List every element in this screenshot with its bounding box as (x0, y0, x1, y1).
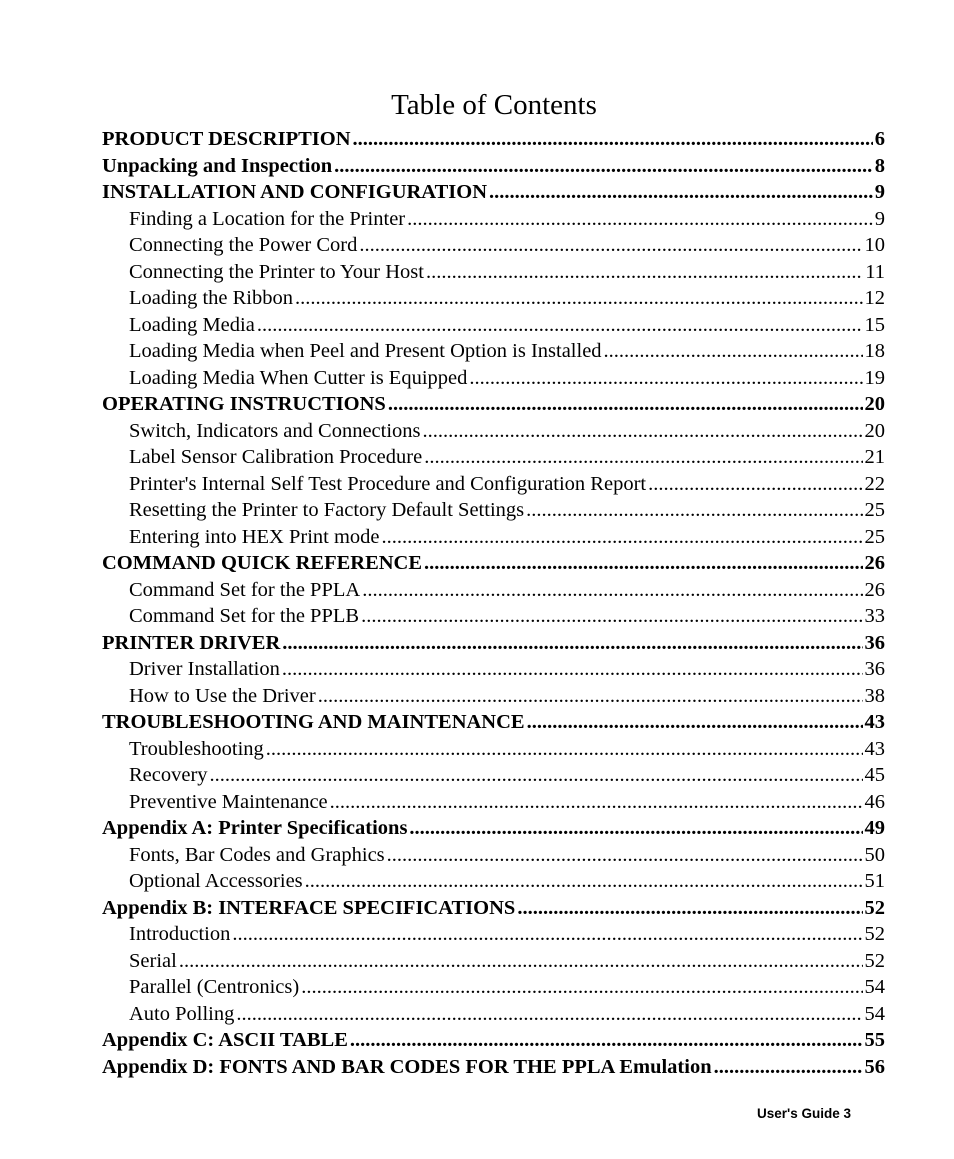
toc-entry[interactable] (102, 1054, 885, 1081)
toc-page-number: 43 (864, 711, 885, 733)
toc-page-number: 26 (864, 552, 885, 574)
toc-page-number: 20 (864, 419, 885, 442)
toc-page-number: 25 (864, 499, 885, 521)
toc-dot-leader (330, 789, 863, 816)
toc-entry-title: OPERATING INSTRUCTIONS (102, 393, 386, 415)
toc-entry[interactable] (102, 762, 885, 789)
toc-entry-title: Recovery (129, 764, 208, 786)
toc-dot-leader (469, 365, 862, 392)
toc-dot-leader (387, 842, 863, 869)
toc-page-number: 45 (864, 764, 885, 786)
toc-page-number: 50 (864, 843, 885, 866)
toc-entry-title: How to Use the Driver (129, 684, 316, 707)
toc-entry-title: Appendix D: FONTS AND BAR CODES FOR THE PPLA Emulation (102, 1055, 712, 1078)
toc-entry-title: Label Sensor Calibration Procedure (129, 446, 423, 468)
toc-dot-leader (232, 921, 862, 948)
toc-entry[interactable] (102, 365, 885, 392)
toc-page-number: 51 (864, 870, 885, 892)
toc-dot-leader (648, 471, 862, 498)
toc-page-number: 18 (864, 340, 885, 362)
toc-entry-title: Finding a Location for the Printer (129, 207, 406, 230)
toc-entry-title: Troubleshooting (129, 737, 264, 760)
toc-page-number: 52 (864, 923, 885, 945)
toc-entry[interactable] (102, 1001, 885, 1028)
toc-entry[interactable] (102, 391, 885, 418)
toc-dot-leader (362, 577, 862, 604)
toc-page-number: 43 (864, 737, 885, 760)
toc-dot-leader (714, 1054, 863, 1081)
toc-entry-title: Appendix B: INTERFACE SPECIFICATIONS (102, 896, 516, 919)
toc-page-number: 54 (864, 976, 885, 998)
toc-entry-title: Loading Media When Cutter is Equipped (129, 366, 468, 389)
toc-page-number: 10 (864, 234, 885, 256)
toc-page-number: 12 (864, 287, 885, 309)
toc-entry-title: Connecting the Power Cord (129, 234, 358, 256)
toc-entry[interactable] (102, 1027, 885, 1054)
toc-entry-title: TROUBLESHOOTING AND MAINTENANCE (102, 711, 525, 733)
toc-dot-leader (179, 948, 863, 975)
toc-entry-title: Appendix A: Printer Specifications (102, 817, 408, 839)
toc-entry-title: Switch, Indicators and Connections (129, 419, 421, 442)
page-title: Table of Contents (391, 89, 597, 122)
toc-page-number: 55 (864, 1029, 885, 1051)
toc-entry[interactable] (102, 948, 885, 975)
toc-entry-title: Parallel (Centronics) (129, 976, 300, 998)
toc-page-number: 9 (874, 181, 885, 203)
toc-entry-title: Fonts, Bar Codes and Graphics (129, 843, 385, 866)
toc-entry-title: INSTALLATION AND CONFIGURATION (102, 181, 487, 203)
toc-page-number: 54 (864, 1002, 885, 1025)
toc-entry[interactable] (102, 577, 885, 604)
toc-entry[interactable] (102, 815, 885, 842)
page-footer: User's Guide 3 (757, 1106, 851, 1121)
toc-entry[interactable] (102, 285, 885, 312)
toc-page-number: 46 (864, 790, 885, 813)
toc-entry-title: PRODUCT DESCRIPTION (102, 128, 351, 150)
toc-dot-leader (359, 232, 862, 259)
toc-entry[interactable] (102, 312, 885, 339)
toc-page-number: 22 (864, 472, 885, 495)
toc-entry-title: Loading Media when Peel and Present Option is Installed (129, 340, 602, 362)
toc-dot-leader (409, 815, 862, 842)
toc-page-number: 56 (864, 1055, 885, 1078)
toc-entry[interactable] (102, 153, 885, 180)
toc-entry[interactable] (102, 206, 885, 233)
toc-entry[interactable] (102, 789, 885, 816)
toc-entry-title: Introduction (129, 923, 231, 945)
toc-entry-title: Connecting the Printer to Your Host (129, 260, 424, 283)
toc-dot-leader (527, 709, 863, 736)
toc-entry[interactable] (102, 179, 885, 206)
toc-dot-leader (282, 656, 863, 683)
toc-dot-leader (301, 974, 862, 1001)
toc-dot-leader (236, 1001, 862, 1028)
toc-dot-leader (604, 338, 863, 365)
toc-page-number: 21 (864, 446, 885, 468)
toc-dot-leader (489, 179, 873, 206)
toc-dot-leader (424, 444, 862, 471)
toc-page-number: 49 (864, 817, 885, 839)
toc-entry-title: Unpacking and Inspection (102, 154, 333, 177)
toc-entry[interactable] (102, 603, 885, 630)
toc-dot-leader (424, 550, 862, 577)
toc-entry-title: PRINTER DRIVER (102, 631, 281, 654)
toc-page-number: 20 (864, 393, 885, 415)
toc-entry[interactable] (102, 683, 885, 710)
toc-page-number: 36 (864, 658, 885, 680)
toc-page-number: 52 (864, 896, 885, 919)
toc-entry-title: Serial (129, 949, 177, 972)
toc-entry[interactable] (102, 259, 885, 286)
toc-dot-leader (305, 868, 863, 895)
toc-dot-leader (526, 497, 862, 524)
toc-page-number: 52 (864, 949, 885, 972)
toc-entry[interactable] (102, 550, 885, 577)
table-of-contents (102, 126, 885, 1080)
toc-dot-leader (266, 736, 863, 763)
toc-entry[interactable] (102, 842, 885, 869)
toc-entry[interactable] (102, 524, 885, 551)
toc-dot-leader (426, 259, 863, 286)
toc-entry-title: Loading Media (129, 313, 255, 336)
toc-dot-leader (407, 206, 873, 233)
toc-dot-leader (257, 312, 863, 339)
toc-dot-leader (382, 524, 863, 551)
toc-entry[interactable] (102, 868, 885, 895)
toc-entry-title: Resetting the Printer to Factory Default Settings (129, 499, 525, 521)
toc-entry[interactable] (102, 471, 885, 498)
toc-entry[interactable] (102, 736, 885, 763)
toc-dot-leader (388, 391, 863, 418)
toc-entry[interactable] (102, 974, 885, 1001)
toc-entry-title: Auto Polling (129, 1002, 235, 1025)
toc-page-number: 15 (864, 313, 885, 336)
toc-entry-title: Preventive Maintenance (129, 790, 328, 813)
toc-dot-leader (210, 762, 863, 789)
toc-entry[interactable] (102, 656, 885, 683)
toc-entry[interactable] (102, 338, 885, 365)
toc-dot-leader (361, 603, 862, 630)
toc-page-number: 9 (874, 207, 885, 230)
toc-entry-title: Loading the Ribbon (129, 287, 293, 309)
toc-page-number: 33 (864, 605, 885, 627)
toc-entry-title: Appendix C: ASCII TABLE (102, 1029, 348, 1051)
toc-entry[interactable] (102, 630, 885, 657)
toc-dot-leader (282, 630, 862, 657)
toc-entry[interactable] (102, 921, 885, 948)
toc-page-number: 36 (864, 631, 885, 654)
toc-dot-leader (318, 683, 863, 710)
toc-page-number: 6 (874, 128, 885, 150)
toc-page-number: 19 (864, 366, 885, 389)
toc-entry[interactable] (102, 497, 885, 524)
toc-entry[interactable] (102, 895, 885, 922)
toc-dot-leader (353, 126, 873, 153)
toc-dot-leader (423, 418, 863, 445)
toc-dot-leader (517, 895, 862, 922)
toc-dot-leader (350, 1027, 863, 1054)
toc-page-number: 25 (864, 525, 885, 548)
toc-entry[interactable] (102, 232, 885, 259)
toc-entry-title: COMMAND QUICK REFERENCE (102, 552, 423, 574)
toc-dot-leader (295, 285, 863, 312)
toc-entry-title: Entering into HEX Print mode (129, 525, 380, 548)
toc-entry-title: Command Set for the PPLB (129, 605, 360, 627)
toc-page-number: 8 (874, 154, 885, 177)
toc-entry-title: Driver Installation (129, 658, 280, 680)
toc-entry[interactable] (102, 126, 885, 153)
toc-entry[interactable] (102, 444, 885, 471)
toc-entry-title: Optional Accessories (129, 870, 303, 892)
toc-page-number: 26 (864, 578, 885, 601)
toc-entry[interactable] (102, 709, 885, 736)
toc-page-number: 11 (865, 260, 885, 283)
toc-page-number: 38 (864, 684, 885, 707)
toc-dot-leader (334, 153, 873, 180)
toc-entry[interactable] (102, 418, 885, 445)
toc-entry-title: Printer's Internal Self Test Procedure and Configuration Report (129, 472, 647, 495)
toc-entry-title: Command Set for the PPLA (129, 578, 361, 601)
